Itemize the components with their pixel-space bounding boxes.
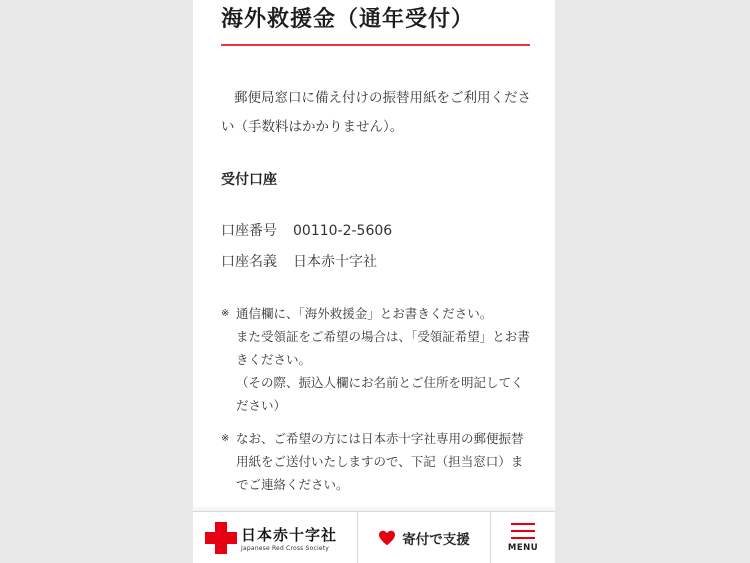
page-title: 海外救援金（通年受付） <box>221 7 475 32</box>
account-name-label: 口座名義 <box>221 254 277 270</box>
account-name-row <box>221 247 531 278</box>
main-content <box>221 84 531 506</box>
account-number-value: 00110-2-5606 <box>293 223 393 239</box>
page-viewport <box>193 0 555 563</box>
note-line: また受領証をご希望の場合は、「受領証希望」とお書きください。 <box>236 329 530 367</box>
note-item <box>221 427 531 496</box>
account-number-row <box>221 216 531 247</box>
notes-list <box>221 302 531 496</box>
note-line: なお、ご希望の方には日本赤十字社専用の郵便振替用紙をご送付いたしますので、下記（担当窓口）までご連絡ください。 <box>236 431 524 492</box>
logo-name-ja: 日本赤十字社 <box>241 525 338 544</box>
hamburger-icon <box>511 523 535 539</box>
note-body <box>236 302 531 417</box>
note-line: （その際、振込人欄にお名前とご住所を明記してください） <box>236 375 524 413</box>
account-name-value: 日本赤十字社 <box>293 254 377 270</box>
note-mark: ※ <box>221 308 230 319</box>
note-mark: ※ <box>221 433 230 444</box>
logo-text <box>241 524 337 552</box>
note-line: 通信欄に、「海外救援金」とお書きください。 <box>236 306 493 321</box>
menu-button[interactable] <box>491 512 555 563</box>
account-info <box>221 216 531 278</box>
note-item <box>221 302 531 417</box>
intro-text: 郵便局窓口に備え付けの振替用紙をご利用ください（手数料はかかりません）。 <box>221 90 531 135</box>
section-heading-account: 受付口座 <box>221 172 277 188</box>
title-divider <box>221 44 530 46</box>
home-logo-link[interactable] <box>193 512 358 563</box>
donate-label: 寄付で支援 <box>402 531 470 548</box>
red-cross-icon <box>205 522 237 554</box>
donate-button[interactable] <box>358 512 491 563</box>
account-number-label: 口座番号 <box>221 223 277 239</box>
menu-label: MENU <box>507 542 539 553</box>
heart-icon <box>378 530 396 546</box>
note-body <box>236 427 531 496</box>
logo-name-en: Japanese Red Cross Society <box>241 544 330 552</box>
bottom-navigation <box>193 511 555 563</box>
